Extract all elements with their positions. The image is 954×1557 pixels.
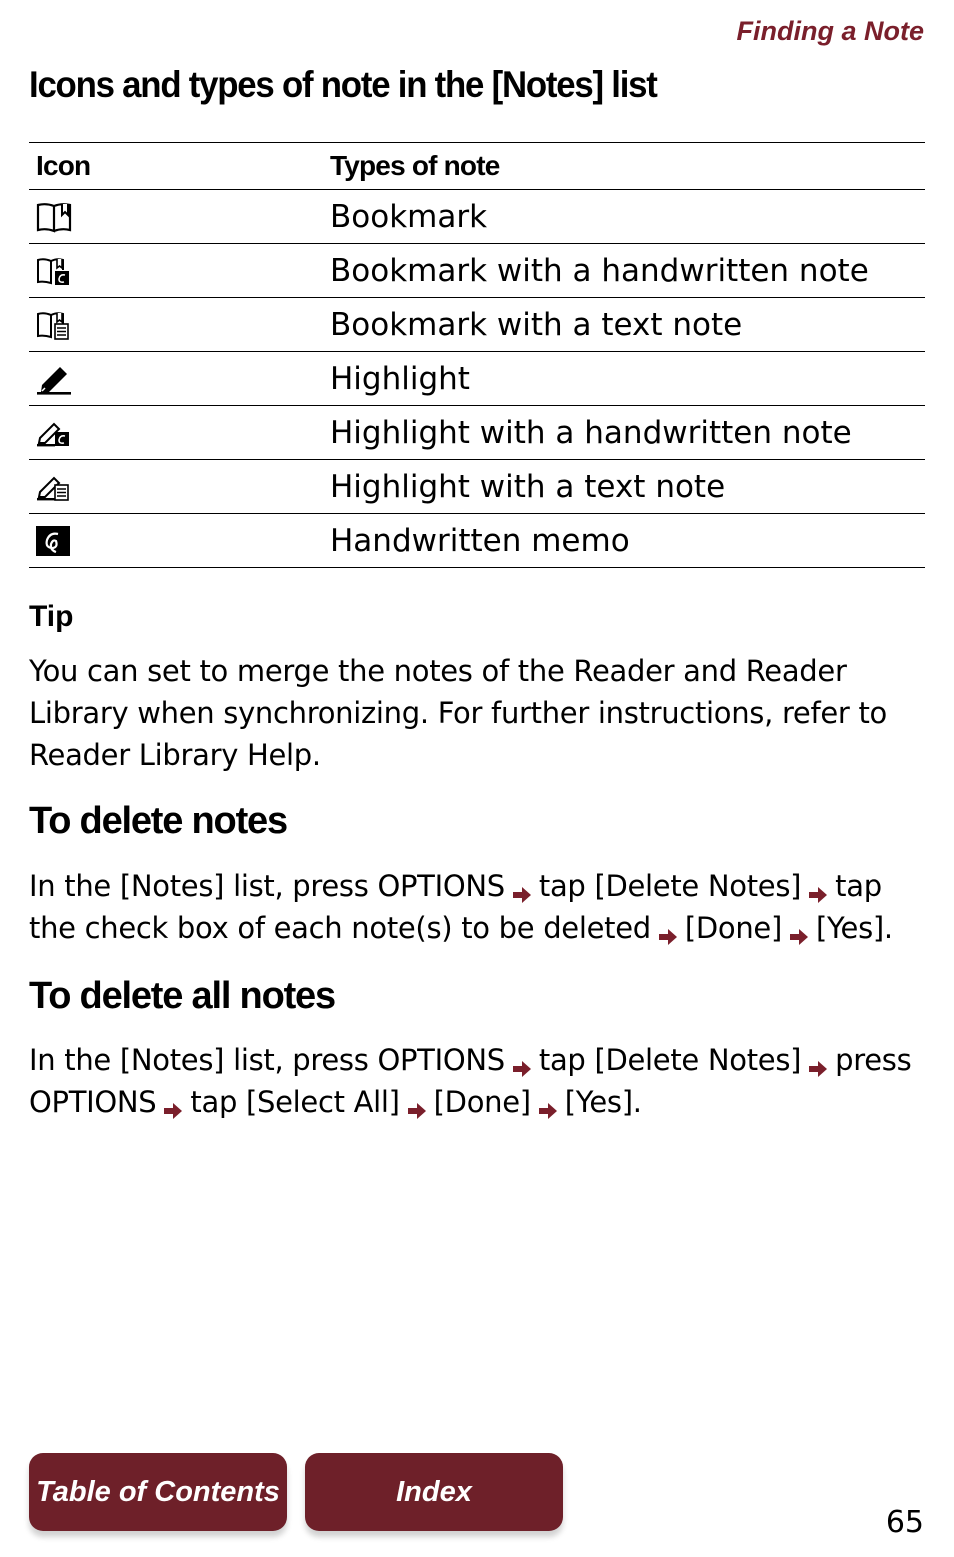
table-row xyxy=(29,460,925,514)
highlight-icon xyxy=(36,363,330,395)
notes-icon-table xyxy=(29,142,925,568)
table-header-row xyxy=(29,143,925,190)
arrow-right-icon xyxy=(406,1091,428,1113)
delete-all-heading: To delete all notes xyxy=(29,975,335,1017)
page-title: Icons and types of note in the [Notes] list xyxy=(29,64,657,105)
section-title: Finding a Note xyxy=(736,16,924,46)
column-header-icon: Icon xyxy=(29,143,330,190)
step-text: tap the check box of each note(s) to be deleted xyxy=(29,869,882,945)
note-type-label: Handwritten memo xyxy=(330,514,925,568)
step-text: [Done] xyxy=(684,911,782,945)
arrow-right-icon xyxy=(657,917,679,939)
arrow-right-icon xyxy=(511,875,533,897)
step-text: tap [Select All] xyxy=(190,1085,400,1119)
table-row xyxy=(29,514,925,568)
note-type-label: Bookmark with a text note xyxy=(330,298,925,352)
step-text: [Done] xyxy=(433,1085,531,1119)
arrow-right-icon xyxy=(788,917,810,939)
step-text: press OPTIONS xyxy=(29,1043,912,1119)
note-type-label: Bookmark with a handwritten note xyxy=(330,244,925,298)
index-button[interactable]: Index xyxy=(305,1453,563,1531)
step-text: [Yes]. xyxy=(815,911,893,945)
delete-all-instructions xyxy=(29,1039,934,1123)
arrow-right-icon xyxy=(162,1091,184,1113)
step-text: [Yes]. xyxy=(564,1085,642,1119)
note-type-label: Highlight with a handwritten note xyxy=(330,406,925,460)
highlight-handwritten-icon xyxy=(36,418,330,448)
table-of-contents-button[interactable]: Table of Contents xyxy=(29,1453,287,1531)
tip-text: You can set to merge the notes of the Reader and Reader Library when synchronizing. For further instructions, refer to Reader Library Help. xyxy=(29,654,887,772)
table-row xyxy=(29,244,925,298)
tip-label: Tip xyxy=(29,600,74,633)
delete-notes-heading: To delete notes xyxy=(29,800,287,842)
note-type-label: Highlight xyxy=(330,352,925,406)
step-text: In the [Notes] list, press OPTIONS xyxy=(29,869,505,903)
arrow-right-icon xyxy=(807,1049,829,1071)
bookmark-text-icon xyxy=(36,310,330,340)
arrow-right-icon xyxy=(807,875,829,897)
delete-notes-instructions xyxy=(29,865,934,949)
arrow-right-icon xyxy=(537,1091,559,1113)
table-row xyxy=(29,190,925,244)
highlight-text-icon xyxy=(36,472,330,502)
table-row xyxy=(29,406,925,460)
step-text: In the [Notes] list, press OPTIONS xyxy=(29,1043,505,1077)
note-type-label: Highlight with a text note xyxy=(330,460,925,514)
page-number: 65 xyxy=(885,1505,924,1540)
table-row xyxy=(29,298,925,352)
table-row xyxy=(29,352,925,406)
bookmark-handwritten-icon xyxy=(36,256,330,286)
handwritten-memo-icon xyxy=(36,526,330,556)
note-type-label: Bookmark xyxy=(330,190,925,244)
bookmark-icon xyxy=(36,201,330,233)
arrow-right-icon xyxy=(511,1049,533,1071)
step-text: tap [Delete Notes] xyxy=(538,1043,802,1077)
column-header-type: Types of note xyxy=(330,143,925,190)
step-text: tap [Delete Notes] xyxy=(538,869,802,903)
